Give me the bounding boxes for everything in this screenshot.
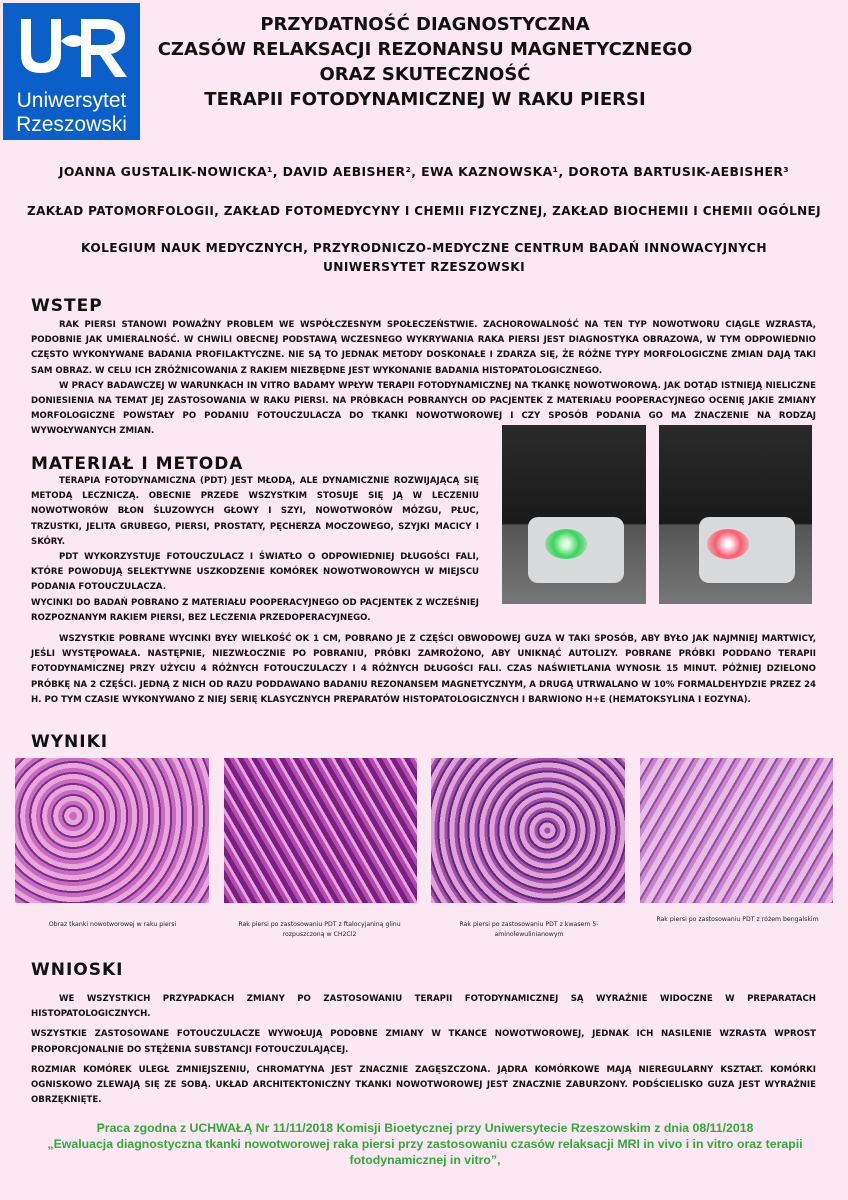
college-line: UNIWERSYTET RZESZOWSKI (322, 260, 526, 274)
image-caption: Rak piersi po zastosowaniu PDT z kwasem 5-aminolewulinianowym (459, 921, 599, 938)
university-logo (3, 3, 140, 140)
histology-image (15, 758, 209, 903)
image-caption: Rak piersi po zastosowaniu PDT z ftalocyjaniną glinu rozpuszczoną w CH2Cl2 (238, 921, 401, 938)
section-heading-wyniki: WYNIKI (31, 732, 109, 752)
paragraph: RAK PIERSI STANOWI POWAŻNY PROBLEM WE WSPÓŁCZESNYM SPOŁECZEŃSTWIE. ZACHOROWALNOŚĆ NA TEN TYP NOWOTWORU CIĄGLE WZRASTA, PODOBNIE JAK UMIERALNOŚĆ. W CHWILI OBECNEJ PODSTAWĄ WCZESNEGO WYKRYWANIA RAKA PIERSI JEST DIAGNOSTYKA OBRAZOWA, W TYM ODPOWIEDNIO CZĘSTO WYKONYWANE BADANIA PROFILAKTYCZNE. NIE SĄ TO JEDNAK METODY DOSKONAŁE I ZDARZA SIĘ, ŻE RÓŻNE TYPY MORFOLOGICZNE ZMIAN DAJĄ TAKI SAM OBRAZ. W CELU ICH ZRÓŻNICOWANIA Z RAKIEM NIEZBĘDNE JEST WYKONANIE BADANIA HISTOPATOLOGICZNEGO. (31, 320, 816, 376)
section-heading-metoda: MATERIAŁ I METODA (31, 454, 244, 474)
college (0, 239, 848, 277)
title-line: CZASÓW RELAKSACJI REZONANSU MAGNETYCZNEGO (157, 39, 693, 60)
histology-image (431, 758, 625, 903)
metoda-text (31, 474, 479, 626)
image-caption: Rak piersi po zastosowaniu PDT z różem bengalskim (656, 916, 819, 923)
paragraph: TERAPIA FOTODYNAMICZNA (PDT) JEST MŁODĄ, ALE DYNAMICZNIE ROZWIJAJĄCĄ SIĘ METODĄ LECZNICZĄ. OBECNIE PRZEDE WSZYSTKIM STOSUJE SIĘ JĄ W LECZENIU NOWOTWORÓW BŁON ŚLUZOWYCH GŁOWY I SZYI, NOWOTWORÓW MÓZGU, PŁUC, TRZUSTKI, JELITA GRUBEGO, PIERSI, PROSTATY, PĘCHERZA MOCZOWEGO, SZYJKI MACICY I SKÓRY. (31, 476, 479, 547)
ethics-approval (40, 1120, 810, 1168)
logo-text-line1: Uniwersytet (16, 89, 127, 112)
college-line: KOLEGIUM NAUK MEDYCZNYCH, PRZYRODNICZO-MEDYCZNE CENTRUM BADAŃ INNOWACYJNYCH (81, 241, 767, 255)
logo-text-line2: Rzeszowski (16, 113, 127, 136)
wstep-text (31, 318, 816, 440)
paragraph: WE WSZYSTKICH PRZYPADKACH ZMIANY PO ZASTOSOWANIU TERAPII FOTODYNAMICZNEJ SĄ WYRAŹNIE WIDOCZNE W PREPARATACH HISTOPATOLOGICZNYCH. (31, 994, 816, 1020)
metoda-text-continued (31, 632, 816, 708)
title-line: ORAZ SKUTECZNOŚĆ (319, 64, 531, 85)
footer-line: Praca zgodna z UCHWAŁĄ Nr 11/11/2018 Komisji Bioetycznej przy Uniwersytecie Rzeszowskim z dnia 08/11/2018 (96, 1121, 754, 1135)
poster-title (145, 12, 705, 112)
paragraph: W PRACY BADAWCZEJ W WARUNKACH IN VITRO BADAMY WPŁYW TERAPII FOTODYNAMICZNEJ NA TKANKĘ NOWOTWOROWĄ. JAK DOTĄD ISTNIEJĄ NIELICZNE DONIESIENIA NA TEMAT JEJ ZASTOSOWANIA W RAKU PIERSI. NA PRÓBKACH POBRANYCH OD PACJENTEK Z MATERIAŁU POOPERACYJNEGO OCENIĘ JAKIE ZMIANY MORFOLOGICZNE POWSTAŁY PO PODANIU FOTOUCZULACZA DO TKANKI NOWOTWOROWEJ I CZY SPOSÓB PODANIA GO MA ZNACZENIE NA RODZAJ WYWOŁYWANYCH ZMIAN. (31, 380, 816, 437)
authors: JOANNA GUSTALIK-NOWICKA¹, DAVID AEBISHER², EWA KAZNOWSKA¹, DOROTA BARTUSIK-AEBISHER³ (58, 164, 790, 179)
paragraph: PDT WYKORZYSTUJE FOTOUCZULACZ I ŚWIATŁO O ODPOWIEDNIEJ DŁUGOŚCI FALI, KTÓRE POWODUJĄ SELEKTYWNE USZKODZENIE KOMÓREK NOWOTWOROWYCH W MIEJSCU PODANIA FOTOUCZULACZA. (31, 552, 479, 593)
departments: ZAKŁAD PATOMORFOLOGII, ZAKŁAD FOTOMEDYCYNY I CHEMII FIZYCZNEJ, ZAKŁAD BIOCHEMII I CHEMII OGÓLNEJ (26, 204, 822, 218)
footer-line: „Ewaluacja diagnostyczna tkanki nowotworowej raka piersi przy zastosowaniu czasów relaksacji MRI in vivo i in vitro oraz terapii fotodynamicznej in vitro”, (47, 1137, 803, 1167)
section-heading-wstep: WSTEP (31, 296, 103, 316)
paragraph: WYCINKI DO BADAŃ POBRANO Z MATERIAŁU POOPERACYJNEGO OD PACJENTEK Z WCZEŚNIEJ ROZPOZNANYM RAKIEM PIERSI, BEZ LECZENIA PRZEDOPERACYJNEGO. (31, 597, 479, 623)
paragraph: WSZYSTKIE ZASTOSOWANE FOTOUCZULACZE WYWOŁUJĄ PODOBNE ZMIANY W TKANCE NOWOTWOROWEJ, JEDNAK ICH NASILENIE WZRASTA WPROST PROPORCJONALNIE DO STĘŻENIA SUBSTANCJI FOTOUCZULAJĄCEJ. (31, 1029, 816, 1055)
green-light-spot (545, 529, 587, 559)
red-light-spot (707, 529, 749, 559)
section-heading-wnioski: WNIOSKI (31, 960, 124, 980)
title-line: PRZYDATNOŚĆ DIAGNOSTYCZNA (260, 14, 590, 35)
paragraph: ROZMIAR KOMÓREK ULEGŁ ZMNIEJSZENIU, CHROMATYNA JEST ZNACZNIE ZAGĘSZCZONA. JĄDRA KOMÓRKOWE MAJĄ NIEREGULARNY KSZTAŁT. KOMÓRKI OGNISKOWO ZLEWAJĄ SIĘ ZE SOBĄ. UKŁAD ARCHITEKTONICZNY TKANKI NOWOTWOROWEJ JEST ZNACZNIE ZABURZONY. PODŚCIELISKO GUZA JEST WYRAŹNIE OBRZĘKNIĘTE. (31, 1064, 816, 1106)
ur-emblem-icon (3, 11, 140, 91)
histology-image (640, 758, 833, 903)
wnioski-text (31, 992, 816, 1108)
title-line: TERAPII FOTODYNAMICZNEJ W RAKU PIERSI (204, 89, 646, 110)
photo-green-light-setup (502, 425, 646, 604)
image-caption: Obraz tkanki nowotworowej w raku piersi (48, 921, 177, 928)
photo-red-light-setup (659, 425, 812, 604)
paragraph: WSZYSTKIE POBRANE WYCINKI BYŁY WIELKOŚĆ OK 1 CM, POBRANO JE Z CZĘŚCI OBWODOWEJ GUZA W TAKI SPOSÓB, ABY BYŁO JAK NAJMNIEJ MARTWICY, JEŚLI WYSTĘPOWAŁA. NASTĘPNIE, NIEZWŁOCZNIE PO POBRANIU, PRÓBKI ZAMROŻONO, ABY UNIKNĄĆ AUTOLIZY. POBRANE PRÓBKI PODDANO TERAPII FOTODYNAMICZNEJ PRZY UŻYCIU 4 RÓŻNYCH FOTOUCZULACZY I 4 RÓŻNYCH DŁUGOŚCI FALI. CZAS NAŚWIETLANIA WYNOSIŁ 15 MINUT. PÓŹNIEJ DZIELONO PRÓBKĘ NA 2 CZĘŚCI. JEDNĄ Z NICH OD RAZU PODDAWANO BADANIU REZONANSEM MAGNETYCZNYM, A DRUGĄ UTRWALANO W 10% FORMALDEHYDZIE PRZEZ 24 H. PO TYM CZASIE WYKONYWANO Z NIEJ SERIĘ KLASYCZNYCH PREPARATÓW HISTOPATOLOGICZNYCH I BARWIONO H+E (HEMATOKSYLINA I EOZYNA). (31, 634, 816, 705)
histology-image (224, 758, 417, 903)
